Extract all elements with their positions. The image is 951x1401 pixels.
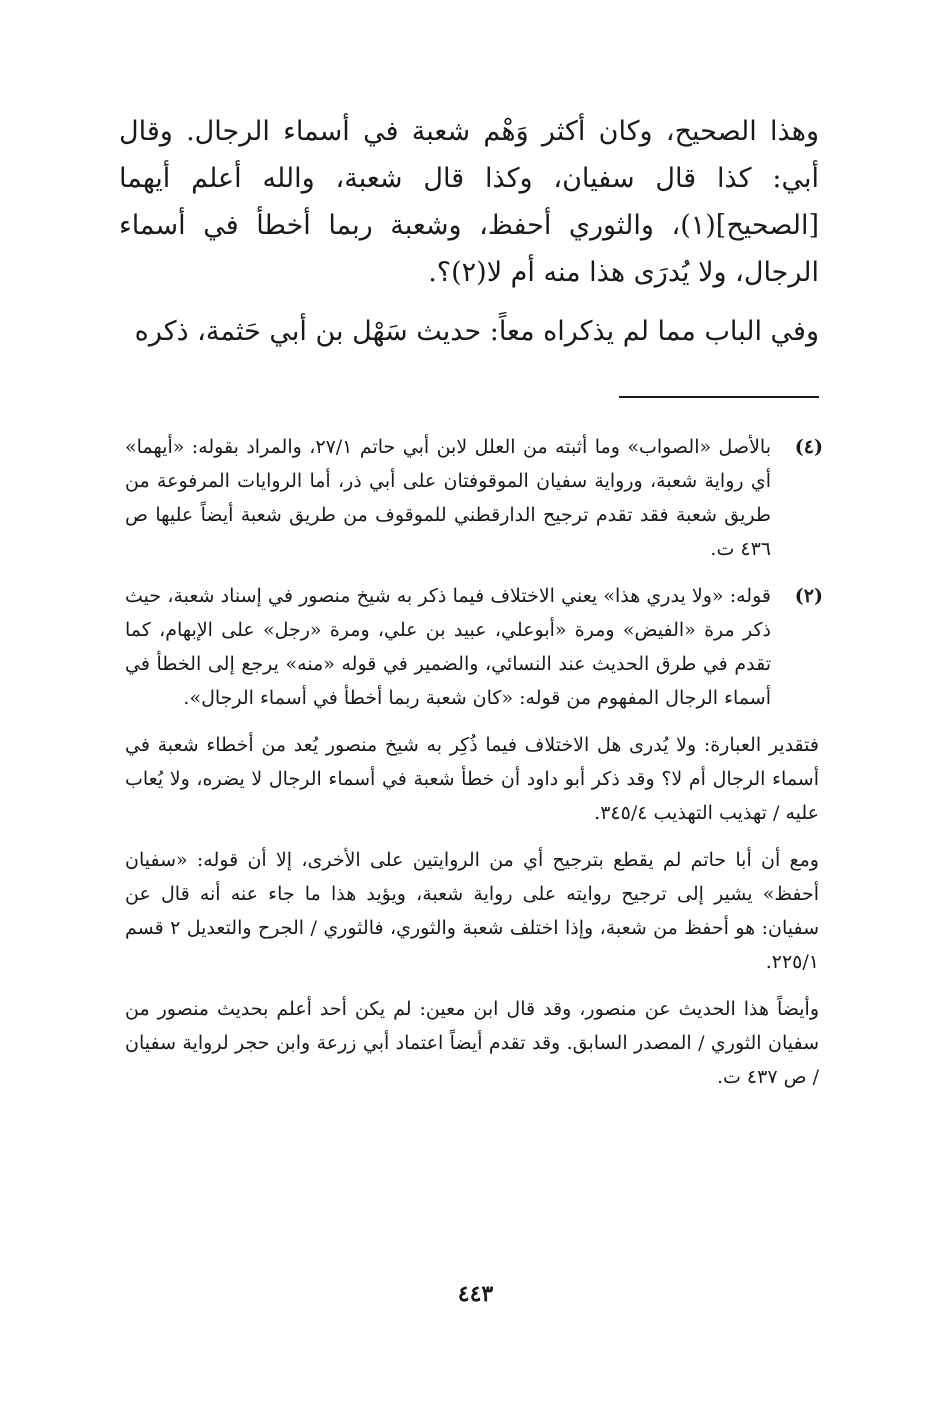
- main-paragraph-1: وهذا الصحيح، وكان أكثر وَهْم شعبة في أسماء الرجال. وقال أبي: كذا قال سفيان، وكذا قال شعبة، والله أعلم أيهما [الصحيح](١)، والثوري أحفظ، وشعبة ربما أخطأ في أسماء الرجال، ولا يُدرَى هذا منه أم لا(٢)؟.: [119, 116, 819, 288]
- main-paragraph-2: وفي الباب مما لم يذكراه معاً: حديث سَهْل بن أبي حَثمة، ذكره: [134, 316, 819, 347]
- main-text: [119, 108, 819, 355]
- footnote-continuation-3: وأيضاً هذا الحديث عن منصور، وقد قال ابن معين: لم يكن أحد أعلم بحديث منصور من سفيان الثوري / المصدر السابق. وقد تقدم أيضاً اعتماد أبي زرعة وابن حجر لرواية سفيان / ص ٤٣٧ ت.: [125, 998, 819, 1088]
- footnote-continuation-2: ومع أن أبا حاتم لم يقطع بترجيح أي من الروايتين على الأخرى، إلا أن قوله: «سفيان أحفظ» يشير إلى ترجيح روايته على رواية شعبة، ويؤيد هذا ما جاء عنه أنه قال عن سفيان: هو أحفظ من شعبة، وإذا اختلف شعبة والثوري، فالثوري / الجرح والتعديل ٢ قسم ٢٢٥/١.: [125, 849, 820, 973]
- footnote-text: قوله: «ولا يدري هذا» يعني الاختلاف فيما ذكر به شيخ منصور في إسناد شعبة، حيث ذكر مرة «الفيض» ومرة «أبوعلي، عبيد بن علي، ومرة «رجل» على الإبهام، كما تقدم في طرق الحديث عند النسائي، والضمير في قوله «منه» يرجع إلى الخطأ في أسماء الرجال المفهوم من قوله: «كان شعبة ربما أخطأ في أسماء الرجال».: [125, 585, 771, 709]
- footnote-text: بالأصل «الصواب» وما أثبته من العلل لابن أبي حاتم ٢٧/١، والمراد بقوله: «أيهما» أي رواية شعبة، ورواية سفيان الموقوفتان على أبي ذر، أما الروايات المرفوعة من طريق شعبة فقد تقدم ترجيح الدارقطني للموقوف من طريق شعبة أيضاً عليها ص ٤٣٦ ت.: [125, 436, 771, 560]
- page-number: ٤٤٣: [457, 1281, 494, 1307]
- footnote-separator: [619, 396, 819, 398]
- footnotes: [125, 430, 823, 1107]
- footnote-2: [125, 579, 823, 715]
- footnote-number: (٢): [794, 585, 823, 607]
- footnote-number: (٤): [794, 436, 823, 458]
- footnote-continuation-1: فتقدير العبارة: ولا يُدرى هل الاختلاف فيما ذُكِر به شيخ منصور يُعد من أخطاء شعبة في أسماء الرجال أم لا؟ وقد ذكر أبو داود أن خطأ شعبة في أسماء الرجال لا يضره، ولا يُعاب عليه / تهذيب التهذيب ٣٤٥/٤.: [125, 734, 819, 824]
- footnote-1: [125, 430, 823, 566]
